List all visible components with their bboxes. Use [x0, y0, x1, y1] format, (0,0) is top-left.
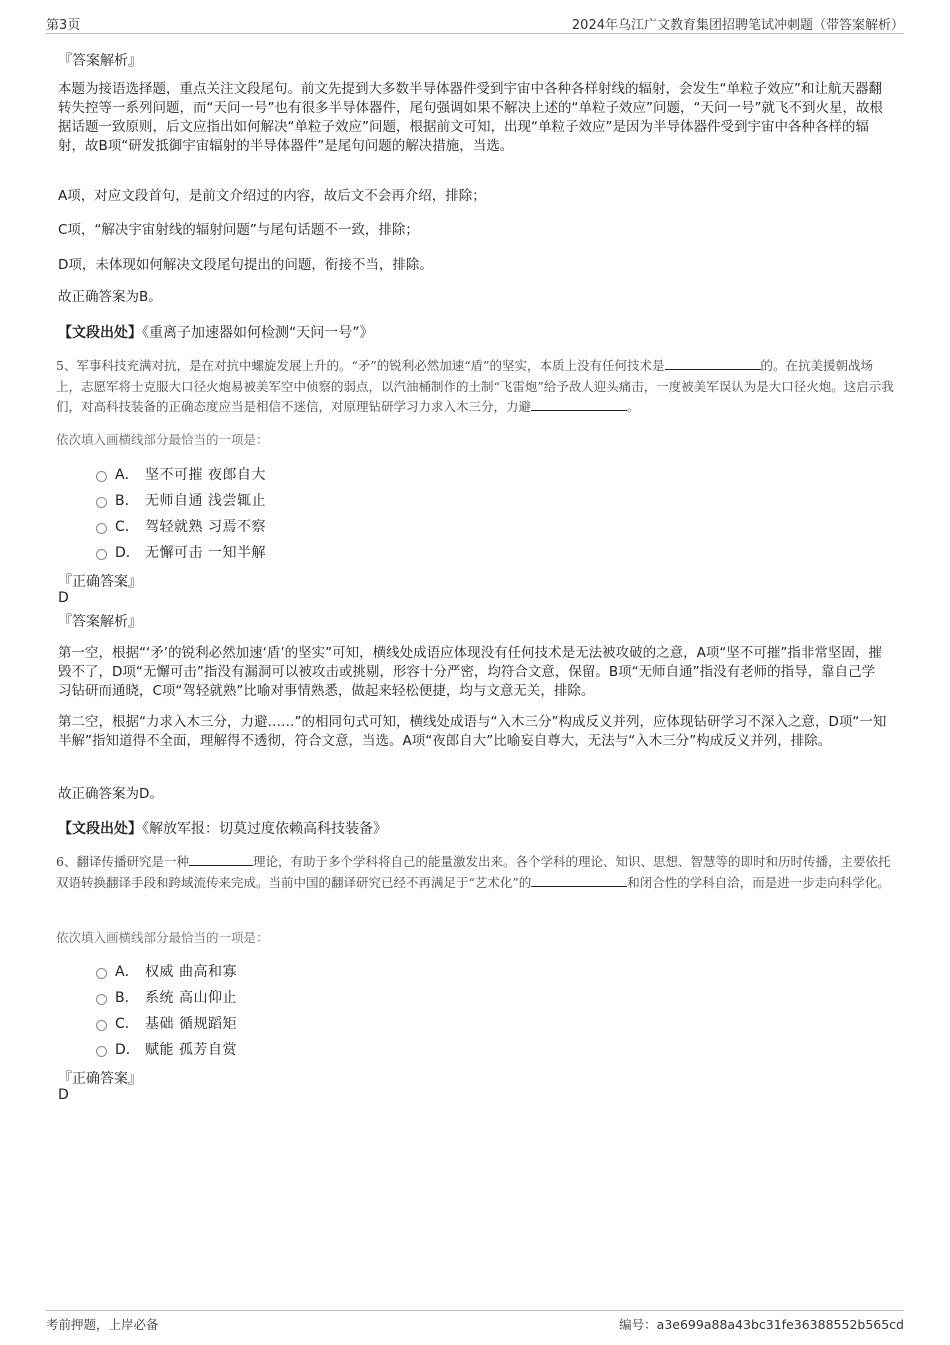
radio-icon[interactable]	[96, 968, 107, 979]
radio-icon[interactable]	[96, 549, 107, 560]
source-title: 《解放军报：切莫过度依赖高科技装备》	[142, 821, 387, 837]
stem-text: 。	[627, 399, 640, 414]
stem-text: 5、军事科技充满对抗，是在对抗中螺旋发展上升的。“矛”的锐利必然加速“盾”的坚实，本质上没有任何技术是	[56, 358, 665, 373]
stem-text: 和闭合性的学科自洽，而是进一步走向科学化。	[627, 874, 890, 890]
correct-answer: D	[58, 590, 69, 606]
radio-icon[interactable]	[96, 497, 107, 508]
option-letter: C．	[115, 1016, 139, 1032]
blank-1	[665, 356, 761, 370]
blank-2	[531, 873, 627, 887]
option-text: 无师自通 浅尝辄止	[145, 493, 266, 509]
page-header	[46, 12, 904, 34]
radio-icon[interactable]	[96, 471, 107, 482]
radio-icon[interactable]	[96, 1046, 107, 1057]
document-title: 2024年乌江广文教育集团招聘笔试冲刺题（带答案解析）	[571, 18, 904, 33]
option-text: 无懈可击 一知半解	[145, 545, 266, 561]
source-label: 【文段出处】	[58, 821, 142, 837]
footer-slogan: 考前押题，上岸必备	[46, 1317, 159, 1332]
source-title: 《重离子加速器如何检测“天问一号”》	[142, 325, 374, 341]
page-footer	[46, 1310, 904, 1334]
option-text: 坚不可摧 夜郎自大	[145, 467, 266, 483]
option-text: 赋能 孤芳自赏	[145, 1042, 237, 1058]
source-citation	[58, 322, 374, 342]
option-a[interactable]	[96, 960, 237, 982]
radio-icon[interactable]	[96, 1020, 107, 1031]
option-c[interactable]	[96, 515, 266, 537]
document-code	[619, 1315, 904, 1333]
correct-answer: D	[58, 1087, 69, 1103]
stem-text: 的。在抗美援朝战场上，志愿军将士克服大口径火炮易被美军空中侦察的弱点，以汽油桶制作的土制“飞雷炮”给予敌人迎头痛击，一度被美军误认为是大口径火炮。这启示我们，对高科技装备的正确态度应当是相信不迷信，对原理钻研学习力求入木三分，力避	[56, 358, 894, 414]
analysis-paragraph-1: 第一空，根据“‘矛’的锐利必然加速‘盾’的坚实”可知，横线处成语应体现没有任何技术是无法被攻破的之意，A项“坚不可摧”指非常坚固，摧毁不了，D项“无懈可击”指没有漏洞可以被攻击或挑剔，形容十分严密，均符合文意，保留。B项“无师自通”指没有老师的指导，靠自己学习钻研而通晓，C项“驾轻就熟”比喻对事情熟悉，做起来轻松便捷，均与文意无关，排除。	[58, 645, 882, 699]
option-text: 基础 循规蹈矩	[145, 1016, 237, 1032]
analysis-label: 『答案解析』	[58, 614, 142, 630]
question-prompt: 依次填入画横线部分最恰当的一项是：	[56, 930, 269, 945]
analysis-paragraph: 本题为接语选择题，重点关注文段尾句。前文先提到大多数半导体器件受到宇宙中各种各样射线的辐射，会发生“单粒子效应”和让航天器翻转失控等一系列问题，而“天问一号”也有很多半导体器件，尾句强调如果不解决上述的“单粒子效应”问题，“天问一号”就飞不到火星，故根据话题一致原则，后文应指出如何解决“单粒子效应”问题，根据前文可知，出现“单粒子效应”是因为半导体器件受到宇宙中各种各样的辐射，故B项“研发抵御宇宙辐射的半导体器件”是尾句问题的解决措施，当选。	[58, 81, 883, 154]
question-6-stem	[56, 852, 896, 893]
conclusion: 故正确答案为B。	[58, 289, 162, 305]
analysis-option-a: A项，对应文段首句，是前文介绍过的内容，故后文不会再介绍，排除；	[58, 188, 486, 204]
stem-text: 6、翻译传播研究是一种	[56, 854, 189, 869]
stem-text: 理论，有助于多个学科将自己的能量激发出来。各个学科的理论、知识、思想、智慧等的即时和历时传播，主要依托双语转换翻译手段和跨域流传来完成。当前中国的翻译研究已经不再满足于“艺术化”的	[56, 854, 891, 890]
code-label: 编号：	[619, 1317, 657, 1332]
option-b[interactable]	[96, 489, 266, 511]
analysis-paragraph-2: 第二空，根据“力求入木三分，力避……”的相同句式可知，横线处成语与“入木三分”构成反义并列，应体现钻研学习不深入之意，D项“一知半解”指知道得不全面，理解得不透彻，符合文意，当选。A项“夜郎自大”比喻妄自尊大，无法与“入木三分”构成反义并列，排除。	[58, 714, 887, 749]
question-5-stem	[56, 356, 896, 418]
blank-1	[189, 852, 253, 866]
source-citation	[58, 818, 387, 838]
page-number: 第3页	[46, 18, 81, 33]
option-c[interactable]	[96, 1012, 237, 1034]
blank-2	[531, 397, 627, 411]
option-text: 系统 高山仰止	[145, 990, 237, 1006]
option-letter: A．	[115, 964, 139, 980]
question-prompt: 依次填入画横线部分最恰当的一项是：	[56, 432, 269, 447]
code-value: a3e699a88a43bc31fe36388552b565cd	[656, 1317, 904, 1332]
analysis-option-c: C项，“解决宇宙射线的辐射问题”与尾句话题不一致，排除；	[58, 222, 419, 238]
option-letter: B．	[115, 493, 139, 509]
option-letter: A．	[115, 467, 139, 483]
correct-answer-label: 『正确答案』	[58, 1071, 142, 1087]
option-d[interactable]	[96, 541, 266, 563]
analysis-option-d: D项，未体现如何解决文段尾句提出的问题，衔接不当，排除。	[58, 257, 433, 273]
source-label: 【文段出处】	[58, 325, 142, 341]
option-letter: D．	[115, 1042, 140, 1058]
correct-answer-label: 『正确答案』	[58, 574, 142, 590]
option-letter: B．	[115, 990, 139, 1006]
analysis-label: 『答案解析』	[58, 53, 142, 69]
radio-icon[interactable]	[96, 523, 107, 534]
option-text: 权威 曲高和寡	[145, 964, 237, 980]
option-letter: D．	[115, 545, 140, 561]
option-text: 驾轻就熟 习焉不察	[145, 519, 266, 535]
option-d[interactable]	[96, 1038, 237, 1060]
radio-icon[interactable]	[96, 994, 107, 1005]
option-b[interactable]	[96, 986, 237, 1008]
option-a[interactable]	[96, 463, 266, 485]
conclusion: 故正确答案为D。	[58, 786, 163, 802]
option-letter: C．	[115, 519, 139, 535]
